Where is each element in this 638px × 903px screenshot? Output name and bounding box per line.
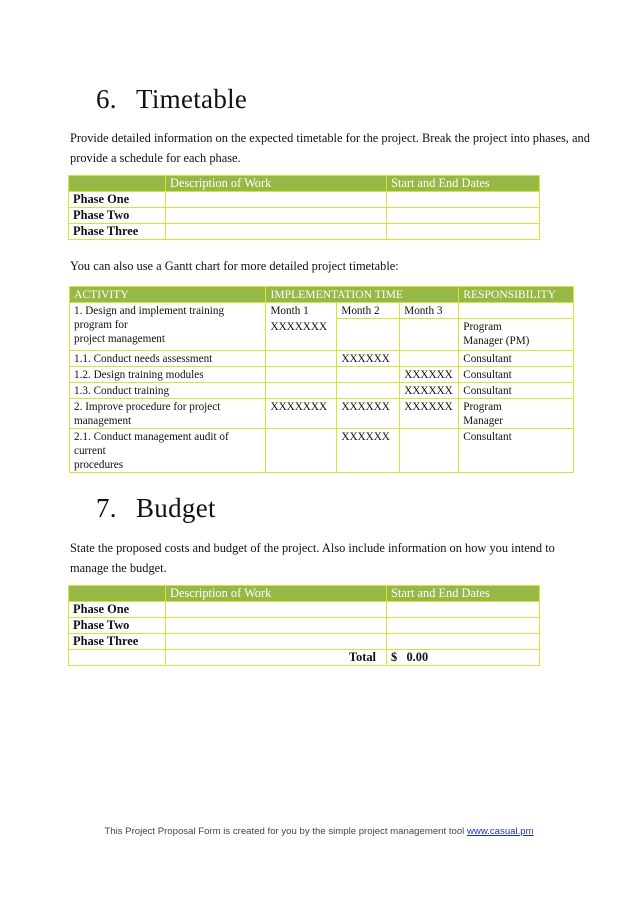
phase-dates-cell[interactable] [387,602,540,618]
gantt-mark-cell: XXXXXXX [266,319,337,351]
timetable-table [68,175,540,240]
budget-header-blank [69,586,166,602]
timetable-header-row [69,176,540,192]
phase-label: Phase One [69,192,166,208]
table-row [69,602,540,618]
phase-dates-cell[interactable] [387,618,540,634]
gantt-mark-cell: XXXXXX [400,382,459,398]
table-row [70,366,574,382]
phase-description-cell[interactable] [166,208,387,224]
phase-label: Phase Three [69,634,166,650]
phase-description-cell[interactable] [166,224,387,240]
timetable-header-dates: Start and End Dates [387,176,540,192]
total-value: $ 0.00 [387,650,540,666]
phase-description-cell[interactable] [166,634,387,650]
gantt-activity-cell: 2.1. Conduct management audit of current procedures [70,428,266,472]
phase-dates-cell[interactable] [387,192,540,208]
table-row [70,350,574,366]
phase-label: Phase Three [69,224,166,240]
gantt-header-responsibility: RESPONSIBILITY [459,287,574,303]
gantt-intro: You can also use a Gantt chart for more detailed project timetable: [70,259,399,273]
timetable-header-description: Description of Work [166,176,387,192]
gantt-header-row [70,287,574,303]
table-row [69,192,540,208]
gantt-resp-cell: Program Manager [459,398,574,428]
gantt-resp-cell: Consultant [459,350,574,366]
gantt-resp-cell: Consultant [459,382,574,398]
phase-description-cell[interactable] [166,602,387,618]
gantt-activity-cell: 1.2. Design training modules [70,366,266,382]
gantt-mark-cell [400,428,459,472]
gantt-mark-cell [266,366,337,382]
gantt-resp-blank [459,303,574,319]
phase-label: Phase Two [69,208,166,224]
phase-description-cell[interactable] [166,192,387,208]
gantt-mark-cell [400,350,459,366]
footer-link[interactable]: www.casual.pm [466,826,534,837]
gantt-resp-cell: Consultant [459,428,574,472]
timetable-heading [96,84,247,115]
budget-heading [96,493,216,524]
gantt-mark-cell [337,382,400,398]
footer [0,826,638,837]
table-row [70,382,574,398]
phase-dates-cell[interactable] [387,208,540,224]
gantt-activity-cell: 1.1. Conduct needs assessment [70,350,266,366]
gantt-mark-cell: XXXXXX [337,428,400,472]
table-row [70,303,574,319]
gantt-month-header: Month 2 [337,303,400,319]
table-row [70,428,574,472]
table-row [69,208,540,224]
gantt-mark-cell: XXXXXXX [266,398,337,428]
timetable-header-blank [69,176,166,192]
budget-header-dates: Start and End Dates [387,586,540,602]
budget-intro: State the proposed costs and budget of the project. Also include information on how you intend to manage the budget. [70,541,555,575]
gantt-mark-cell [266,382,337,398]
table-row [69,224,540,240]
gantt-activity-cell: 1. Design and implement training program for project management [70,303,266,351]
gantt-mark-cell [337,319,400,351]
total-label: Total [166,650,387,666]
gantt-month-header: Month 3 [400,303,459,319]
phase-label: Phase Two [69,618,166,634]
phase-description-cell[interactable] [166,618,387,634]
budget-title: Budget [136,493,216,523]
total-blank-cell [69,650,166,666]
table-row [69,634,540,650]
timetable-number: 6. [96,84,117,114]
gantt-mark-cell: XXXXXX [400,366,459,382]
table-row [70,398,574,428]
gantt-table [69,286,574,473]
gantt-mark-cell: XXXXXX [337,398,400,428]
table-row [69,618,540,634]
gantt-header-implementation: IMPLEMENTATION TIME [266,287,459,303]
phase-label: Phase One [69,602,166,618]
budget-header-row [69,586,540,602]
budget-total-row [69,650,540,666]
gantt-mark-cell: XXXXXX [337,350,400,366]
budget-header-description: Description of Work [166,586,387,602]
gantt-mark-cell [266,350,337,366]
budget-table [68,585,540,666]
gantt-resp-cell: Program Manager (PM) [459,319,574,351]
phase-dates-cell[interactable] [387,634,540,650]
gantt-header-activity: ACTIVITY [70,287,266,303]
gantt-mark-cell: XXXXXX [400,398,459,428]
footer-text: This Project Proposal Form is created for you by the simple project management tool [104,826,467,837]
gantt-resp-cell: Consultant [459,366,574,382]
gantt-mark-cell [337,366,400,382]
gantt-activity-cell: 1.3. Conduct training [70,382,266,398]
gantt-mark-cell [266,428,337,472]
gantt-month-header: Month 1 [266,303,337,319]
gantt-activity-cell: 2. Improve procedure for project management [70,398,266,428]
phase-dates-cell[interactable] [387,224,540,240]
budget-number: 7. [96,493,117,523]
timetable-intro: Provide detailed information on the expected timetable for the project. Break the project into phases, and provide a schedule for each phase. [70,131,590,165]
timetable-title: Timetable [136,84,248,114]
gantt-mark-cell [400,319,459,351]
